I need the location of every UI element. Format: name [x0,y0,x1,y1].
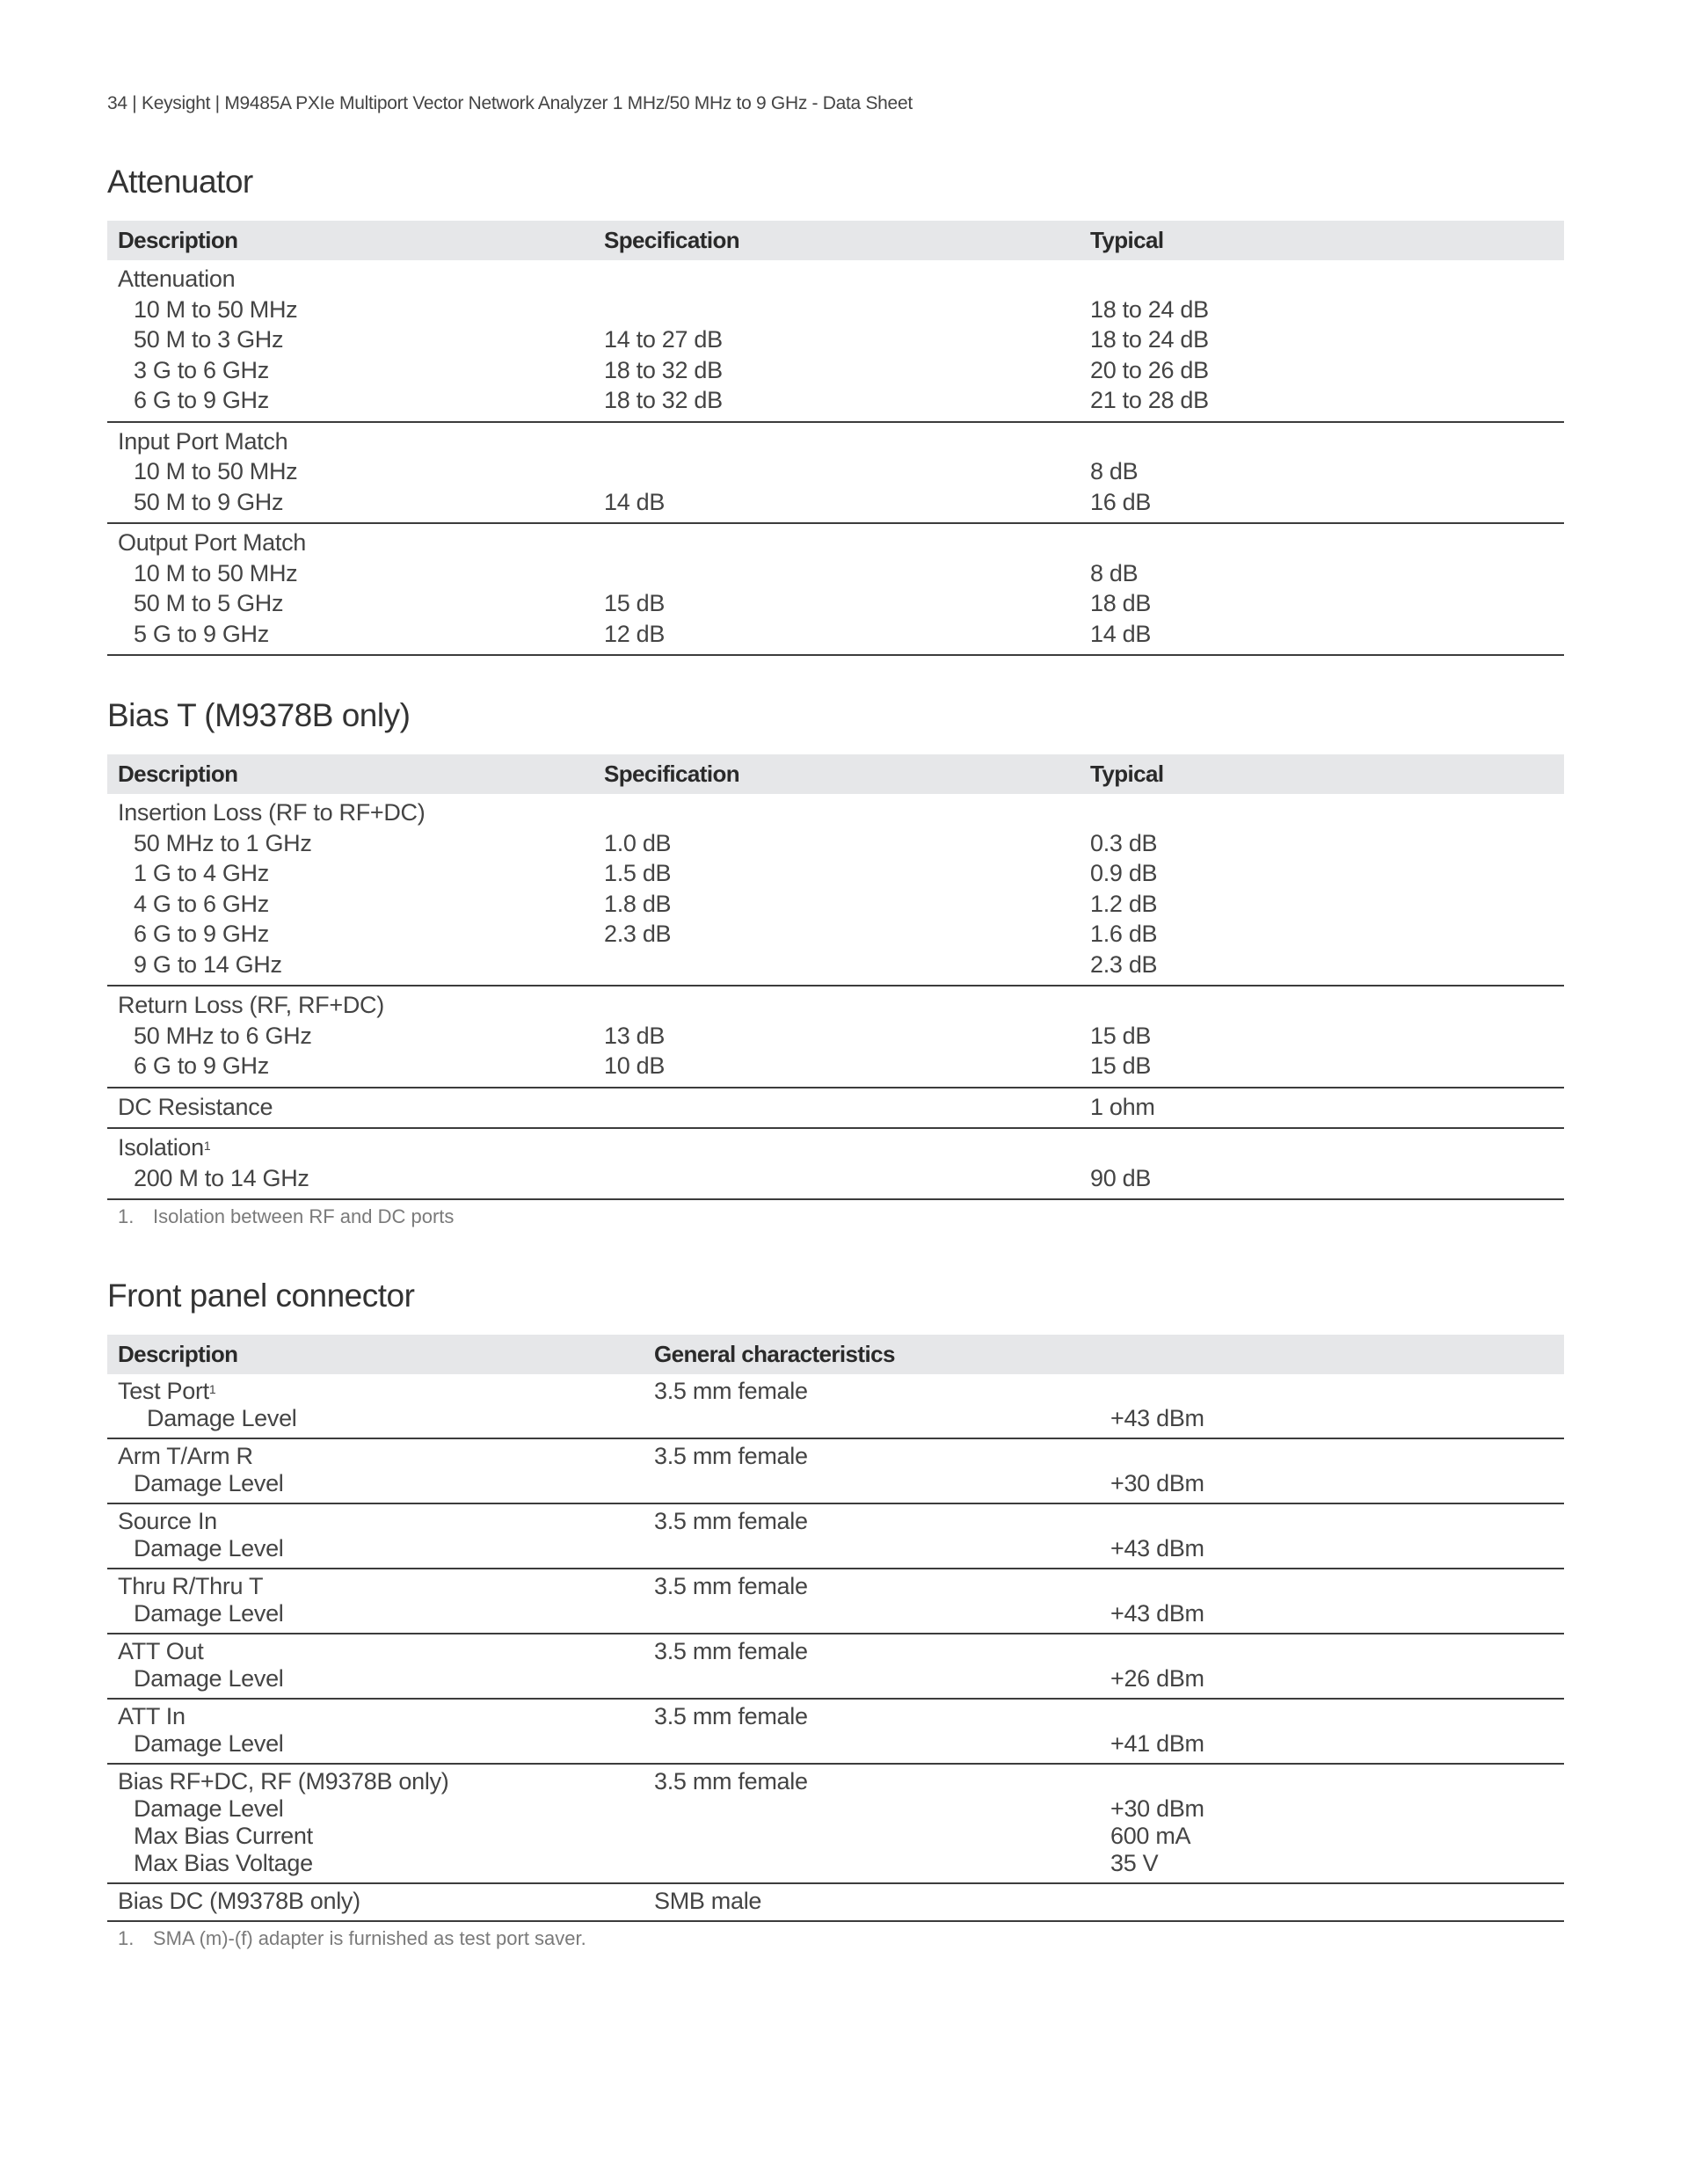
table-cell [1090,426,1564,457]
cell-text: 3 G to 6 GHz [134,356,269,383]
table-row [107,264,1564,295]
cell-text: 50 M to 9 GHz [134,488,284,515]
cell-text: 10 dB [604,1052,666,1079]
table-cell [107,1163,604,1194]
table-row-group [107,1634,1564,1700]
table-row [107,1573,1564,1600]
attenuator-section [107,163,1564,656]
cell-text: 20 to 26 dB [1090,356,1209,383]
table-row [107,426,1564,457]
table-cell [654,1638,1110,1665]
table-cell [654,1665,1110,1693]
table-cell [604,889,1090,920]
cell-text: 0.9 dB [1090,860,1158,886]
cell-text: Damage Level [134,1665,284,1692]
table-cell [654,1795,1110,1823]
table-row [107,1823,1564,1850]
cell-text: 18 to 32 dB [604,356,723,383]
table-cell [604,797,1090,828]
table-cell [1110,1600,1564,1627]
table-cell [1110,1703,1564,1730]
table-cell [1090,588,1564,619]
table-cell [604,426,1090,457]
table-cell [604,558,1090,589]
cell-text: 1 ohm [1090,1093,1155,1120]
table-cell [654,1508,1110,1535]
cell-text: 8 dB [1090,458,1139,484]
table-row [107,990,1564,1021]
table-cell [604,858,1090,889]
table-row-group [107,1439,1564,1504]
table-row [107,889,1564,920]
table-row-group [107,1569,1564,1634]
table-cell [107,588,604,619]
table-cell [107,1730,654,1758]
column-header: Description [118,761,238,787]
table-row [107,1443,1564,1470]
table-row [107,797,1564,828]
table-cell [107,1470,654,1497]
table-row [107,1021,1564,1052]
running-header: 34 | Keysight | M9485A PXIe Multiport Vector Network Analyzer 1 MHz/50 MHz to 9 GHz - Data Sheet [107,93,913,113]
section-title: Front panel connector [107,1278,415,1314]
table-cell [1090,1021,1564,1052]
cell-text: 1 G to 4 GHz [134,860,269,886]
cell-text: +43 dBm [1110,1600,1204,1627]
table-row [107,1051,1564,1081]
table-cell [107,1823,654,1850]
cell-text: 2.3 dB [1090,950,1158,978]
cell-text: 1.0 dB [604,829,672,856]
cell-text: 14 dB [1090,620,1152,647]
cell-text: Source In [118,1508,217,1534]
bias-t-section [107,696,1564,1228]
cell-text: 50 MHz to 6 GHz [134,1022,312,1049]
table-cell [107,1508,654,1535]
table-cell [107,1573,654,1600]
table-cell [1090,1163,1564,1194]
cell-text: DC Resistance [118,1093,273,1120]
table-row-group [107,423,1564,525]
table-cell [654,1378,1110,1405]
table-cell [604,295,1090,325]
table-cell [107,487,604,518]
cell-text: Damage Level [134,1730,284,1757]
cell-text: SMB male [654,1888,762,1914]
column-header: Specification [604,761,740,787]
cell-text: ATT Out [118,1638,204,1664]
footnote-number: 1. [118,1205,135,1227]
table-cell [107,889,604,920]
table-cell [1110,1768,1564,1795]
footnote [107,1200,1564,1228]
table-row [107,456,1564,487]
cell-text: Attenuation [118,266,236,292]
table-row-group [107,524,1564,656]
table-row [107,919,1564,950]
table-row [107,1508,1564,1535]
cell-text: 12 dB [604,620,666,647]
table-cell [1090,950,1564,980]
table-row-group [107,1700,1564,1765]
table-cell [107,1051,604,1081]
table-cell [1110,1535,1564,1562]
table-row [107,1378,1564,1405]
cell-text: +26 dBm [1110,1665,1204,1692]
table-cell [604,990,1090,1021]
table-row [107,558,1564,589]
table-cell [1090,1051,1564,1081]
table-row-group [107,794,1564,986]
table-cell [654,1470,1110,1497]
table-cell [1090,558,1564,589]
table-row [107,1850,1564,1877]
cell-text: 50 M to 3 GHz [134,326,284,353]
cell-text: 14 dB [604,488,666,515]
table-cell [107,1638,654,1665]
table-cell [1090,1132,1564,1163]
cell-text: Test Port [118,1378,209,1404]
table-header-row [107,754,1564,794]
table-row [107,324,1564,355]
cell-text: Damage Level [134,1795,284,1822]
table-cell [107,1535,654,1562]
table-row [107,950,1564,980]
cell-text: +41 dBm [1110,1730,1204,1757]
table-row-group [107,260,1564,423]
column-header: General characteristics [654,1341,895,1367]
cell-text: 18 to 24 dB [1090,326,1209,353]
table-row-group [107,1129,1564,1200]
table-cell [1090,990,1564,1021]
table-cell [107,1768,654,1795]
table-cell [604,487,1090,518]
table-row [107,1470,1564,1497]
cell-text: ATT In [118,1703,186,1729]
cell-text: Arm T/Arm R [118,1443,253,1469]
cell-text: 2.3 dB [604,921,672,947]
table-cell [1090,919,1564,950]
cell-text: +30 dBm [1110,1795,1204,1822]
table-row [107,1535,1564,1562]
cell-text: Damage Level [147,1405,297,1431]
table-cell [107,919,604,950]
table-cell [1110,1638,1564,1665]
column-header: Typical [1090,227,1164,253]
cell-text: Output Port Match [118,529,306,556]
table-cell [107,1405,654,1432]
column-header: Description [118,227,238,253]
table-row [107,1163,1564,1194]
table-cell [604,1132,1090,1163]
table-cell [604,324,1090,355]
table-cell [654,1443,1110,1470]
table-cell [604,456,1090,487]
cell-text: Max Bias Voltage [134,1850,313,1876]
table-cell [1090,889,1564,920]
cell-text: Damage Level [134,1535,284,1562]
table-cell [604,528,1090,558]
cell-text: Input Port Match [118,427,288,455]
front-panel-connector-section [107,1277,1564,1950]
table-row [107,1703,1564,1730]
cell-text: 15 dB [1090,1022,1152,1049]
table-cell [1110,1850,1564,1877]
table-row [107,828,1564,859]
cell-text: 3.5 mm female [654,1378,808,1404]
table-cell [107,858,604,889]
table-cell [654,1600,1110,1627]
cell-text: 8 dB [1090,559,1139,586]
cell-text: 5 G to 9 GHz [134,620,269,647]
table-cell [1090,487,1564,518]
table-row-group [107,1504,1564,1569]
table-cell [107,1665,654,1693]
table-row [107,385,1564,416]
table-cell [107,385,604,416]
table-row [107,858,1564,889]
cell-text: 200 M to 14 GHz [134,1164,309,1191]
table-cell [1090,324,1564,355]
cell-text: 3.5 mm female [654,1443,808,1469]
cell-text: 16 dB [1090,488,1152,515]
cell-text: 10 M to 50 MHz [134,559,298,586]
footnote-reference: 1 [208,1382,216,1396]
table-cell [654,1850,1110,1877]
table-row [107,295,1564,325]
table-row [107,1092,1564,1123]
table-cell [1090,385,1564,416]
table-cell [1110,1823,1564,1850]
table-row-group [107,1765,1564,1884]
cell-text: 15 dB [604,590,666,616]
cell-text: 90 dB [1090,1164,1152,1191]
cell-text: 3.5 mm female [654,1638,808,1664]
table-cell [107,619,604,650]
table-cell [1110,1470,1564,1497]
cell-text: 9 G to 14 GHz [134,950,282,978]
table-cell [107,1378,654,1405]
table-row [107,1768,1564,1795]
table-cell [107,1888,654,1915]
cell-text: 14 to 27 dB [604,326,723,353]
cell-text: 600 mA [1110,1823,1191,1849]
table-cell [1090,264,1564,295]
table-cell [1090,456,1564,487]
cell-text: Bias RF+DC, RF (M9378B only) [118,1768,449,1795]
table-cell [107,1795,654,1823]
table-row [107,1730,1564,1758]
table-cell [604,619,1090,650]
cell-text: 10 M to 50 MHz [134,295,298,323]
table-cell [107,1443,654,1470]
table-cell [654,1535,1110,1562]
table-cell [107,558,604,589]
table-cell [1090,797,1564,828]
cell-text: 1.8 dB [604,890,672,917]
table-cell [604,385,1090,416]
table-cell [107,797,604,828]
cell-text: 3.5 mm female [654,1703,808,1729]
table-cell [604,588,1090,619]
cell-text: 18 dB [1090,590,1152,616]
table-cell [604,1051,1090,1081]
table-cell [1110,1730,1564,1758]
cell-text: Isolation [118,1134,204,1161]
cell-text: 18 to 32 dB [604,387,723,413]
table-row [107,528,1564,558]
cell-text: Damage Level [134,1600,284,1627]
table-cell [654,1768,1110,1795]
table-cell [1110,1443,1564,1470]
table-cell [107,1092,604,1123]
table-cell [604,1021,1090,1052]
cell-text: +43 dBm [1110,1535,1204,1562]
table-row [107,487,1564,518]
table-row [107,1600,1564,1627]
table-cell [604,950,1090,980]
table-cell [1090,828,1564,859]
table-cell [1110,1378,1564,1405]
cell-text: 50 M to 5 GHz [134,590,284,616]
column-header: Specification [604,227,740,253]
table-cell [107,295,604,325]
table-cell [107,528,604,558]
cell-text: Bias DC (M9378B only) [118,1888,360,1914]
table-cell [1110,1508,1564,1535]
table-row [107,1638,1564,1665]
cell-text: 6 G to 9 GHz [134,1052,269,1079]
cell-text: 3.5 mm female [654,1508,808,1534]
table-row-group [107,1884,1564,1922]
table-row [107,619,1564,650]
cell-text: Thru R/Thru T [118,1573,264,1599]
cell-text: 10 M to 50 MHz [134,458,298,484]
table-cell [604,1092,1090,1123]
cell-text: 35 V [1110,1850,1159,1876]
table-cell [654,1405,1110,1432]
table-cell [107,1703,654,1730]
table-cell [1110,1888,1564,1915]
table-header-row [107,1335,1564,1374]
table-cell [604,1163,1090,1194]
cell-text: 15 dB [1090,1052,1152,1079]
table-cell [1090,619,1564,650]
cell-text: Max Bias Current [134,1823,313,1849]
column-header: Description [118,1341,238,1367]
table-cell [1110,1795,1564,1823]
table-cell [107,426,604,457]
cell-text: Damage Level [134,1470,284,1496]
table-row-group [107,986,1564,1088]
table-cell [107,1850,654,1877]
table-cell [604,355,1090,386]
footnote [107,1922,1564,1950]
table-row [107,1795,1564,1823]
footnote-text: SMA (m)-(f) adapter is furnished as test port saver. [153,1927,586,1949]
table-cell [107,950,604,980]
cell-text: 4 G to 6 GHz [134,890,269,917]
table-cell [654,1730,1110,1758]
cell-text: 3.5 mm female [654,1573,808,1599]
table-cell [107,1600,654,1627]
cell-text: +43 dBm [1110,1405,1204,1431]
table-cell [604,264,1090,295]
column-header: Typical [1090,761,1164,787]
cell-text: +30 dBm [1110,1470,1204,1496]
table-cell [107,355,604,386]
cell-text: 13 dB [604,1022,666,1049]
table-cell [654,1888,1110,1915]
footnote-text: Isolation between RF and DC ports [153,1205,455,1227]
cell-text: 0.3 dB [1090,829,1158,856]
table-cell [1090,528,1564,558]
table-cell [604,919,1090,950]
cell-text: 1.2 dB [1090,890,1158,917]
table-cell [1090,1092,1564,1123]
cell-text: 50 MHz to 1 GHz [134,829,312,856]
table-row-group [107,1374,1564,1439]
cell-text: 21 to 28 dB [1090,387,1209,413]
table-cell [1110,1665,1564,1693]
table-cell [1090,355,1564,386]
table-cell [107,1132,604,1163]
cell-text: Insertion Loss (RF to RF+DC) [118,799,426,826]
cell-text: 6 G to 9 GHz [134,921,269,947]
table-row [107,588,1564,619]
table-row-group [107,1088,1564,1130]
table-row [107,355,1564,386]
table-cell [654,1573,1110,1600]
table-row [107,1132,1564,1163]
table-cell [107,1021,604,1052]
cell-text: 18 to 24 dB [1090,295,1209,323]
table-row [107,1405,1564,1432]
cell-text: 6 G to 9 GHz [134,387,269,413]
table-cell [107,324,604,355]
footnote-number: 1. [118,1927,135,1949]
table-row [107,1888,1564,1915]
table-cell [604,828,1090,859]
cell-text: Return Loss (RF, RF+DC) [118,992,384,1018]
table-cell [654,1823,1110,1850]
table-cell [107,828,604,859]
cell-text: 1.5 dB [604,860,672,886]
table-cell [107,990,604,1021]
table-cell [107,456,604,487]
table-cell [1090,858,1564,889]
table-cell [1110,1405,1564,1432]
table-row [107,1665,1564,1693]
table-cell [107,264,604,295]
table-cell [654,1703,1110,1730]
table-cell [1090,295,1564,325]
section-title: Attenuator [107,164,253,200]
footnote-reference: 1 [203,1139,211,1153]
table-header-row [107,221,1564,260]
cell-text: 3.5 mm female [654,1768,808,1795]
table-cell [1110,1573,1564,1600]
cell-text: 1.6 dB [1090,921,1158,947]
section-title: Bias T (M9378B only) [107,697,411,733]
